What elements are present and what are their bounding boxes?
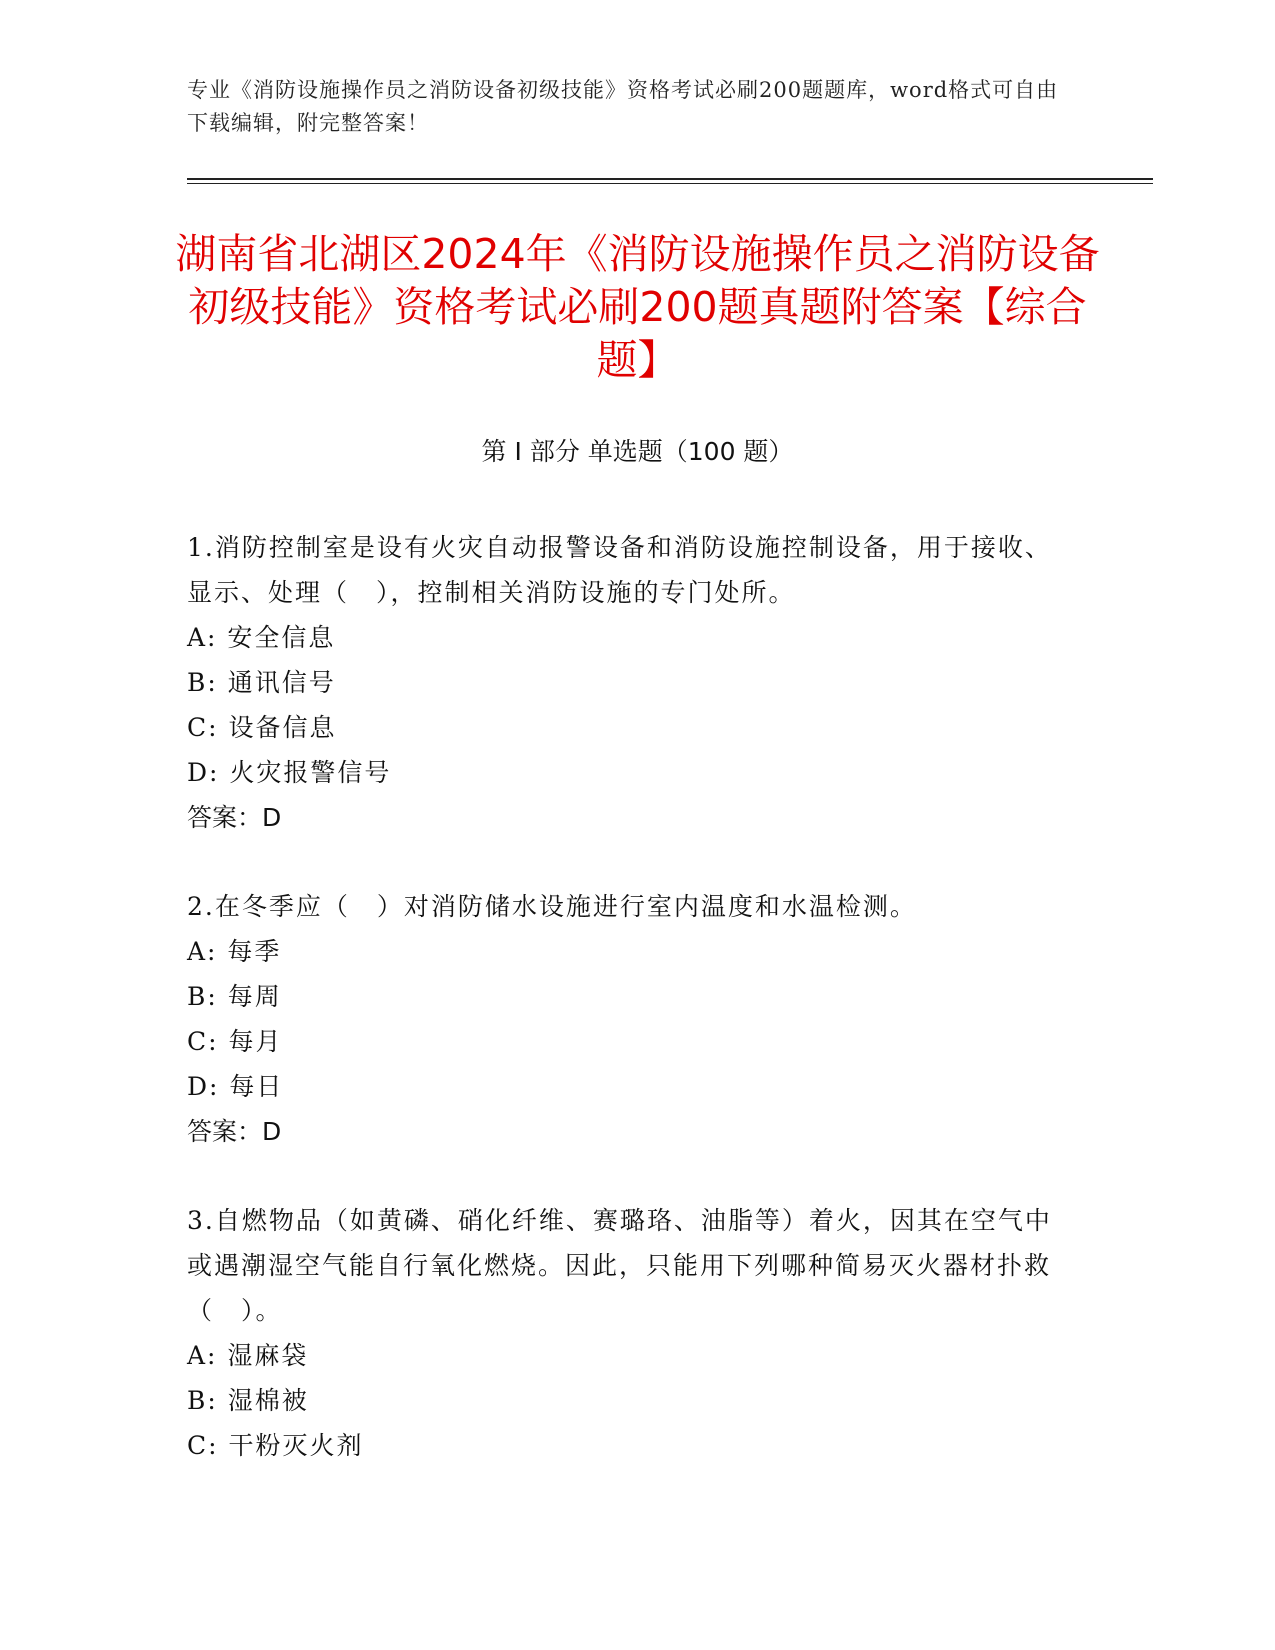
question-1 bbox=[187, 525, 1067, 840]
option-c: C: 每月 bbox=[187, 1027, 283, 1056]
option-d: D: 火灾报警信号 bbox=[187, 758, 392, 787]
option-c: C: 设备信息 bbox=[187, 713, 337, 742]
question-3 bbox=[187, 1198, 1067, 1468]
option-a: A: 每季 bbox=[187, 937, 282, 966]
option-c: C: 干粉灭火剂 bbox=[187, 1431, 364, 1460]
question-2 bbox=[187, 884, 1067, 1154]
answer: 答案：D bbox=[187, 1117, 282, 1146]
option-b: B: 湿棉被 bbox=[187, 1386, 309, 1415]
option-a: A: 湿麻袋 bbox=[187, 1341, 309, 1370]
option-a: A: 安全信息 bbox=[187, 623, 336, 652]
header-note: 专业《消防设施操作员之消防设备初级技能》资格考试必刷200题题库，word格式可自由下载编辑，附完整答案！ bbox=[187, 78, 1059, 135]
option-d: D: 每日 bbox=[187, 1072, 284, 1101]
header-divider-thin bbox=[187, 183, 1153, 184]
question-text: 2.在冬季应（ ）对消防储水设施进行室内温度和水温检测。 bbox=[187, 892, 917, 921]
question-text: 3.自燃物品（如黄磷、硝化纤维、赛璐珞、油脂等）着火，因其在空气中或遇潮湿空气能自行氧化燃烧。因此，只能用下列哪种简易灭火器材扑救（ ）。 bbox=[187, 1206, 1052, 1325]
question-text: 1.消防控制室是设有火灾自动报警设备和消防设施控制设备，用于接收、显示、处理（ ），控制相关消防设施的专门处所。 bbox=[187, 533, 1052, 607]
document-title: 湖南省北湖区2024年《消防设施操作员之消防设备初级技能》资格考试必刷200题真题附答案【综合题】 bbox=[175, 230, 1100, 384]
option-b: B: 通讯信号 bbox=[187, 668, 336, 697]
section-title: 第 I 部分 单选题（100 题） bbox=[481, 437, 794, 466]
question-list bbox=[187, 525, 1067, 1512]
answer: 答案：D bbox=[187, 803, 282, 832]
header-divider-thick bbox=[187, 178, 1153, 180]
option-b: B: 每周 bbox=[187, 982, 282, 1011]
